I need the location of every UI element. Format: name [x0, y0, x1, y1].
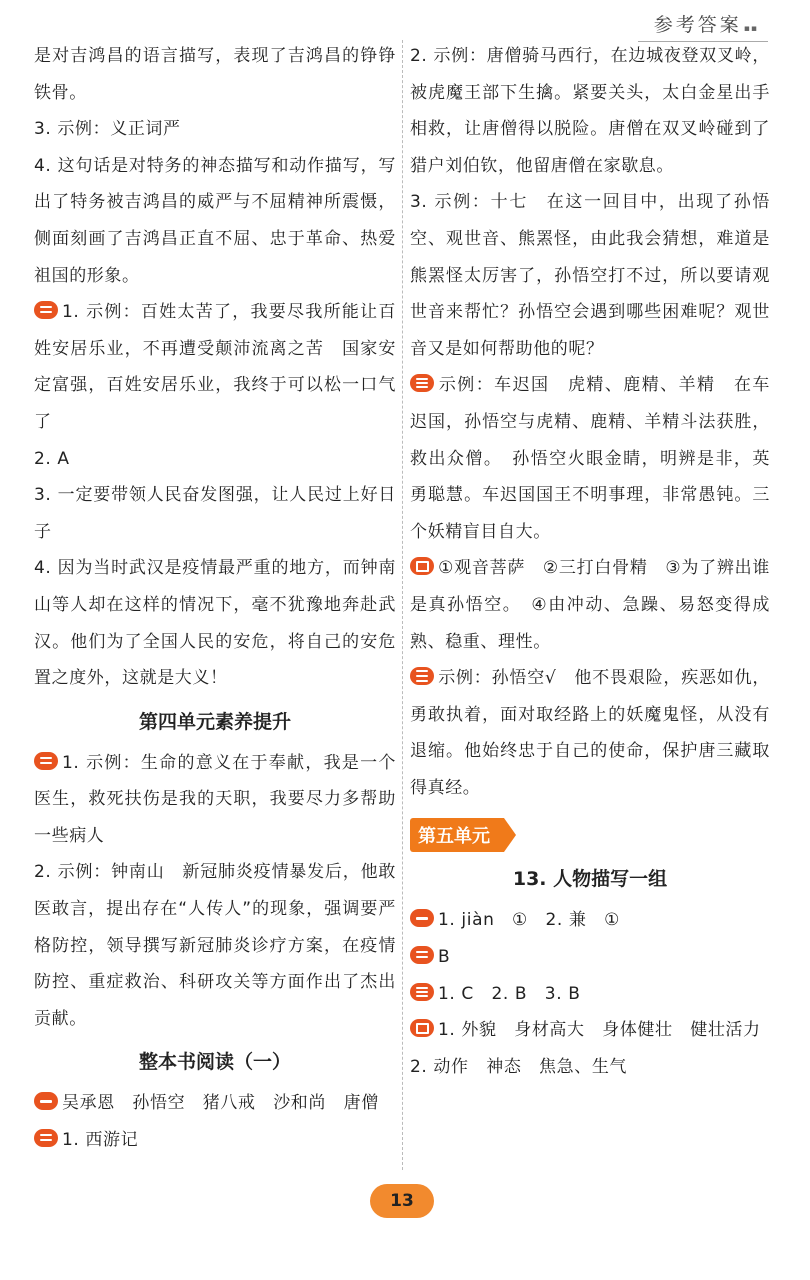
answer-text: ①观音菩萨 ②三打白骨精 ③为了辨出谁是真孙悟空。 ④由冲动、急躁、易怒变得成熟、稳重、理性。 [410, 558, 770, 652]
answer-section-2-item [34, 1122, 396, 1159]
answer-text: 示例：孙悟空√ 他不畏艰险，疾恶如仇，勇敢执着，面对取经路上的妖魔鬼怪，从没有退缩。他始终忠于自己的使命，保护唐三藏取得真经。 [410, 668, 770, 798]
header-title: 参考答案 [653, 14, 742, 36]
section-two-icon [34, 752, 58, 770]
section-two-icon [34, 301, 58, 319]
section-four-icon [410, 1019, 434, 1037]
answer-text: 3. 一定要带领人民奋发图强，让人民过上好日子 [34, 485, 396, 542]
section-one-icon [410, 909, 434, 927]
answer-section-3-item [410, 367, 770, 550]
answer-text: 是对吉鸿昌的语言描写，表现了吉鸿昌的铮铮铁骨。 [34, 46, 396, 103]
page-number-badge: 13 [370, 1184, 434, 1218]
answer-text: 4. 这句话是对特务的神态描写和动作描写，写出了特务被吉鸿昌的威严与不屈精神所震慑，侧面刻画了吉鸿昌正直不屈、忠于革命、热爱祖国的形象。 [34, 155, 396, 286]
section-three-icon [410, 983, 434, 1001]
answer-section-4-item [410, 550, 770, 660]
section-one-icon [34, 1092, 58, 1110]
section-five-icon [410, 667, 434, 685]
section-three-icon [410, 374, 434, 392]
answer-text: 示例：车迟国 虎精、鹿精、羊精 在车迟国，孙悟空与虎精、鹿精、羊精斗法获胜，救出众僧。 孙悟空火眼金睛，明辨是非，英勇聪慧。车迟国国王不明事理，非常愚钝。三个妖精盲目自大。 [410, 375, 770, 542]
section-four-icon [410, 557, 434, 575]
answer-text: 3. 示例：十七 在这一回目中，出现了孙悟空、观世音、熊罴怪，由此我会猜想，难道是熊罴怪太厉害了，孙悟空打不过，所以要请观世音来帮忙？孙悟空会遇到哪些困难呢？观世音又是如何帮助他的呢？ [410, 192, 770, 359]
answer-text: 2. 示例：钟南山 新冠肺炎疫情暴发后，他敢医敢言，提出存在“人传人”的现象，强调要严格防控，领导撰写新冠肺炎诊疗方案，在疫情防控、重症救治、科研攻关等方面作出了杰出贡献。 [34, 862, 396, 1029]
answer-section-4-item [410, 1012, 770, 1049]
left-column [34, 38, 396, 1159]
answer-section-2-item [410, 939, 770, 976]
right-column [410, 38, 770, 1085]
answer-text: 3. 示例：义正词严 [34, 119, 181, 140]
unit-four-heading: 第四单元素养提升 [138, 710, 291, 733]
answer-text: 4. 因为当时武汉是疫情最严重的地方，而钟南山等人却在这样的情况下，毫不犹豫地奔赴武汉。他们为了全国人民的安危，将自己的安危置之度外，这就是大义！ [34, 558, 396, 689]
answer-text: 1. 西游记 [62, 1130, 139, 1151]
section-two-icon [410, 946, 434, 964]
answer-text: 2. A [34, 448, 70, 469]
column-divider [402, 40, 403, 1170]
answer-section-5-item [410, 660, 770, 806]
answer-text: B [438, 947, 451, 968]
answer-text: 1. 示例：生命的意义在于奉献，我是一个医生，救死扶伤是我的天职，我要尽力多帮助一些病人 [34, 752, 396, 846]
answer-header-tab [638, 8, 768, 42]
lesson-13-heading: 13. 人物描写一组 [512, 868, 668, 891]
answer-section-3-item [410, 976, 770, 1013]
unit-five-tag: 第五单元 [410, 818, 504, 852]
answer-text: 1. 示例：百姓太苦了，我要尽我所能让百姓安居乐业，不再遭受颠沛流离之苦 国家安定富强，百姓安居乐业，我终于可以松一口气了 [34, 302, 396, 432]
answer-text: 1. 外貌 身材高大 身体健壮 健壮活力 [438, 1020, 761, 1041]
header-dots: ▪▪ [743, 24, 758, 34]
answer-section-2-item [34, 745, 396, 855]
answer-text: 2. 示例：唐僧骑马西行，在边城夜登双叉岭，被虎魔王部下生擒。紧要关头，太白金星出手相救，让唐僧得以脱险。唐僧在双叉岭碰到了猎户刘伯钦，他留唐僧在家歇息。 [410, 46, 770, 176]
section-two-icon [34, 1129, 58, 1147]
answer-section-2-item [34, 294, 396, 440]
answer-text: 1. C 2. B 3. B [438, 983, 581, 1004]
answer-section-1-item [410, 902, 770, 939]
answer-text: 吴承恩 孙悟空 猪八戒 沙和尚 唐僧 [62, 1093, 379, 1114]
answer-section-1-item [34, 1085, 396, 1122]
whole-book-reading-heading: 整本书阅读（一） [138, 1051, 291, 1074]
answer-text: 1. jiàn ① 2. 兼 ① [438, 910, 620, 931]
answer-text: 2. 动作 神态 焦急、生气 [410, 1056, 628, 1077]
